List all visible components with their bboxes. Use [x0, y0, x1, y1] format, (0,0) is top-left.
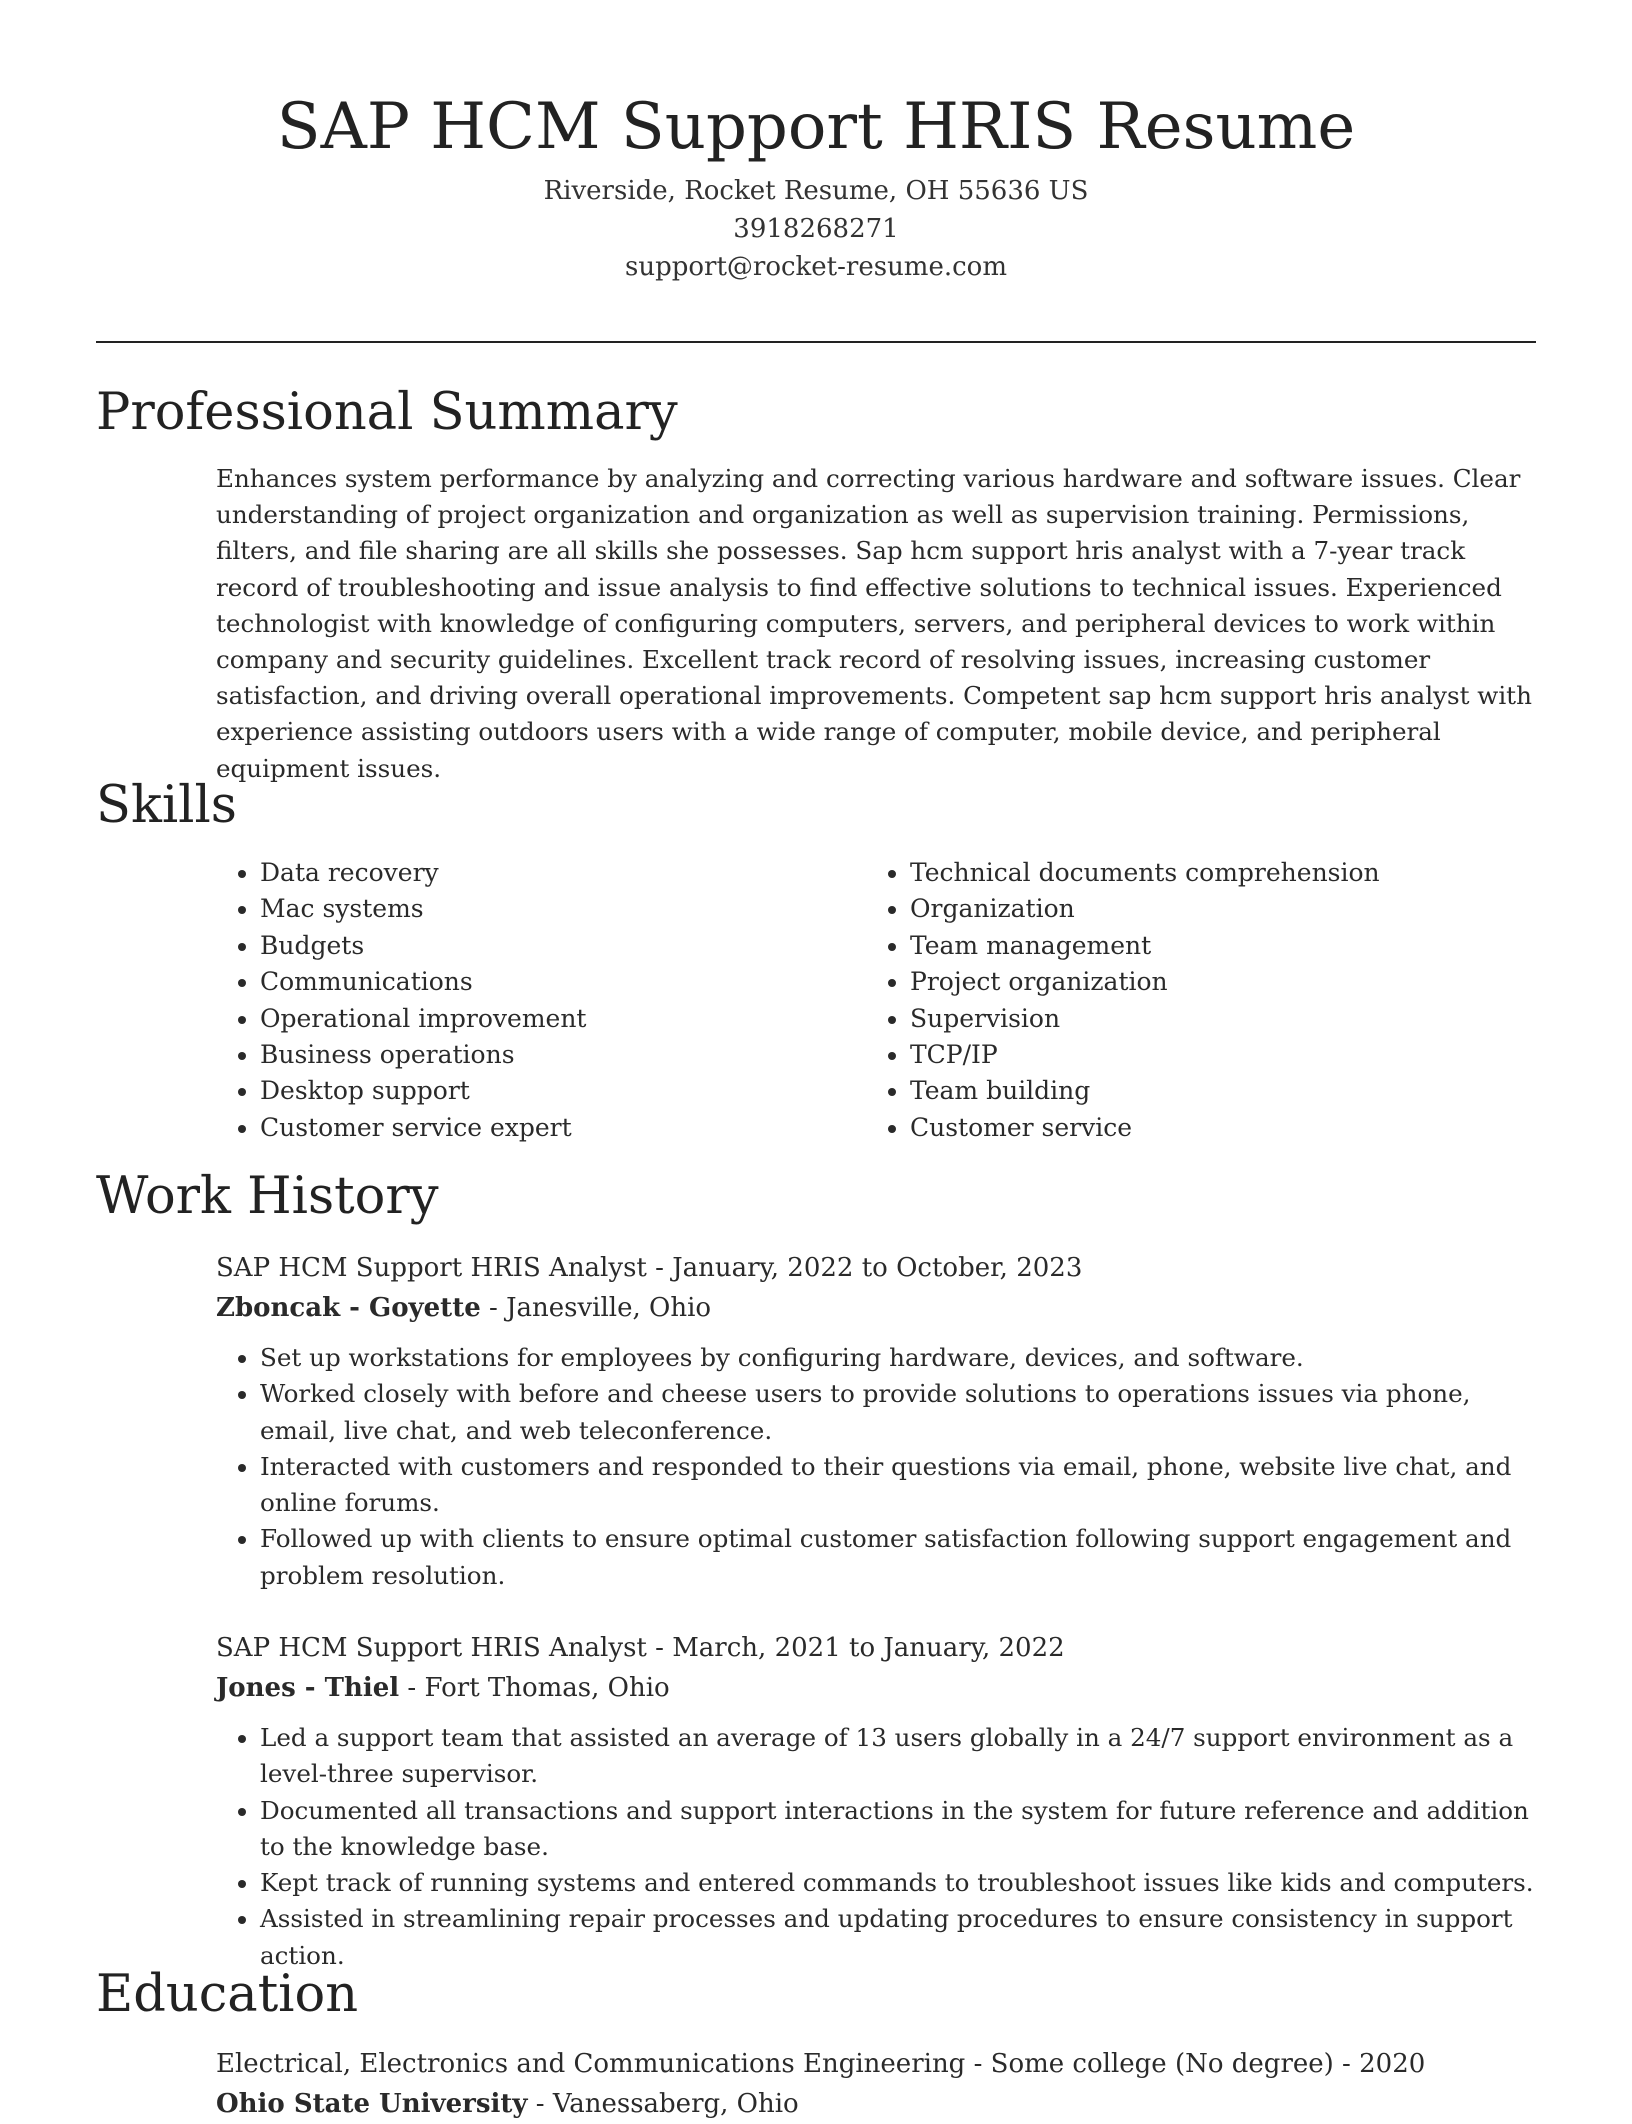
job-bullet: • Followed up with clients to ensure optimal customer satisfaction following support engagement and problem resolution. [260, 1521, 1536, 1594]
job-location: Janesville, Ohio [506, 1293, 712, 1323]
job-company-line: Zboncak - Goyette - Janesville, Ohio [216, 1293, 712, 1323]
skill-item: • Business operations [260, 1037, 866, 1073]
skill-item: • Data recovery [260, 855, 866, 891]
skills-column-right [866, 855, 1516, 1146]
education-school-line: Ohio State University - Vanessaberg, Ohio [216, 2089, 799, 2119]
education-degree-line: Electrical, Electronics and Communications Engineering - Some college (No degree) - 2020 [216, 2049, 1426, 2079]
skills-column-left [216, 855, 866, 1146]
education-year: 2020 [1359, 2049, 1426, 2079]
job-bullet: • Worked closely with before and cheese users to provide solutions to operations issues via phone, email, live chat, and web teleconference. [260, 1376, 1536, 1449]
summary-text: Enhances system performance by analyzing and correcting various hardware and software issues. Clear understanding of project organization and organization as well as supervision training. Permissions, filters, and file sharing are all skills she possesses. Sap hcm support hris analyst with a 7-year track record of troubleshooting and issue analysis to find effective solutions to technical issues. Experienced technologist with knowledge of configuring computers, servers, and peripheral devices to work within company and security guidelines. Excellent track record of resolving issues, increasing customer satisfaction, and driving overall operational improvements. Competent sap hcm support hris analyst with experience assisting outdoors users with a wide range of computer, mobile device, and peripheral equipment issues. [216, 464, 1532, 783]
resume-header [96, 82, 1536, 286]
job-bullets [216, 1340, 1536, 1594]
job-bullet: • Set up workstations for employees by configuring hardware, devices, and software. [260, 1340, 1536, 1376]
education-level: Some college (No degree) [990, 2049, 1334, 2079]
skill-item: • Supervision [910, 1001, 1516, 1037]
job-dates: January, 2022 to October, 2023 [672, 1253, 1083, 1283]
job-title-line: SAP HCM Support HRIS Analyst - March, 2021 to January, 2022 [216, 1633, 1065, 1663]
skill-item: • Customer service [910, 1110, 1516, 1146]
work-history-heading: Work History [96, 1167, 439, 1226]
job-location: Fort Thomas, Ohio [424, 1673, 670, 1703]
education-school: Ohio State University [216, 2089, 528, 2119]
skill-item: • Technical documents comprehension [910, 855, 1516, 891]
skill-item: • Operational improvement [260, 1001, 866, 1037]
skill-item: • Project organization [910, 964, 1516, 1000]
contact-email: support@rocket-resume.com [624, 252, 1007, 282]
job-title-line: SAP HCM Support HRIS Analyst - January, 2022 to October, 2023 [216, 1253, 1083, 1283]
skills-list [216, 855, 1536, 1146]
job-entry [216, 1628, 1536, 1974]
education-degree: Electrical, Electronics and Communications Engineering [216, 2049, 966, 2079]
skill-item: • TCP/IP [910, 1037, 1516, 1073]
job-company-line: Jones - Thiel - Fort Thomas, Ohio [216, 1673, 670, 1703]
skill-item: • Budgets [260, 928, 866, 964]
skill-item: • Team building [910, 1073, 1516, 1109]
summary-heading: Professional Summary [96, 383, 678, 442]
skill-item: • Communications [260, 964, 866, 1000]
education-heading: Education [96, 1965, 359, 2024]
job-entry [216, 1248, 1536, 1594]
contact-address: Riverside, Rocket Resume, OH 55636 US [543, 176, 1089, 206]
job-dates: March, 2021 to January, 2022 [672, 1633, 1065, 1663]
job-company: Jones - Thiel [216, 1673, 400, 1703]
job-bullet: • Documented all transactions and support interactions in the system for future reference and addition to the knowledge base. [260, 1793, 1536, 1866]
resume-title: SAP HCM Support HRIS Resume [276, 90, 1356, 164]
contact-phone: 3918268271 [733, 214, 899, 244]
job-title: SAP HCM Support HRIS Analyst [216, 1253, 647, 1283]
job-title: SAP HCM Support HRIS Analyst [216, 1633, 647, 1663]
job-bullet: • Led a support team that assisted an average of 13 users globally in a 24/7 support environment as a level-three supervisor. [260, 1720, 1536, 1793]
education-entry [216, 2044, 1536, 2124]
skill-item: • Desktop support [260, 1073, 866, 1109]
job-bullets [216, 1720, 1536, 1974]
education-location: Vanessaberg, Ohio [552, 2089, 799, 2119]
job-bullet: • Kept track of running systems and entered commands to troubleshoot issues like kids and computers. [260, 1865, 1536, 1901]
job-bullet: • Interacted with customers and responded to their questions via email, phone, website live chat, and online forums. [260, 1449, 1536, 1522]
skill-item: • Team management [910, 928, 1516, 964]
job-bullet: • Assisted in streamlining repair processes and updating procedures to ensure consistency in support action. [260, 1901, 1536, 1974]
skills-heading: Skills [96, 776, 237, 835]
skill-item: • Customer service expert [260, 1110, 866, 1146]
skill-item: • Mac systems [260, 891, 866, 927]
header-divider [96, 341, 1536, 343]
skill-item: • Organization [910, 891, 1516, 927]
job-company: Zboncak - Goyette [216, 1293, 481, 1323]
